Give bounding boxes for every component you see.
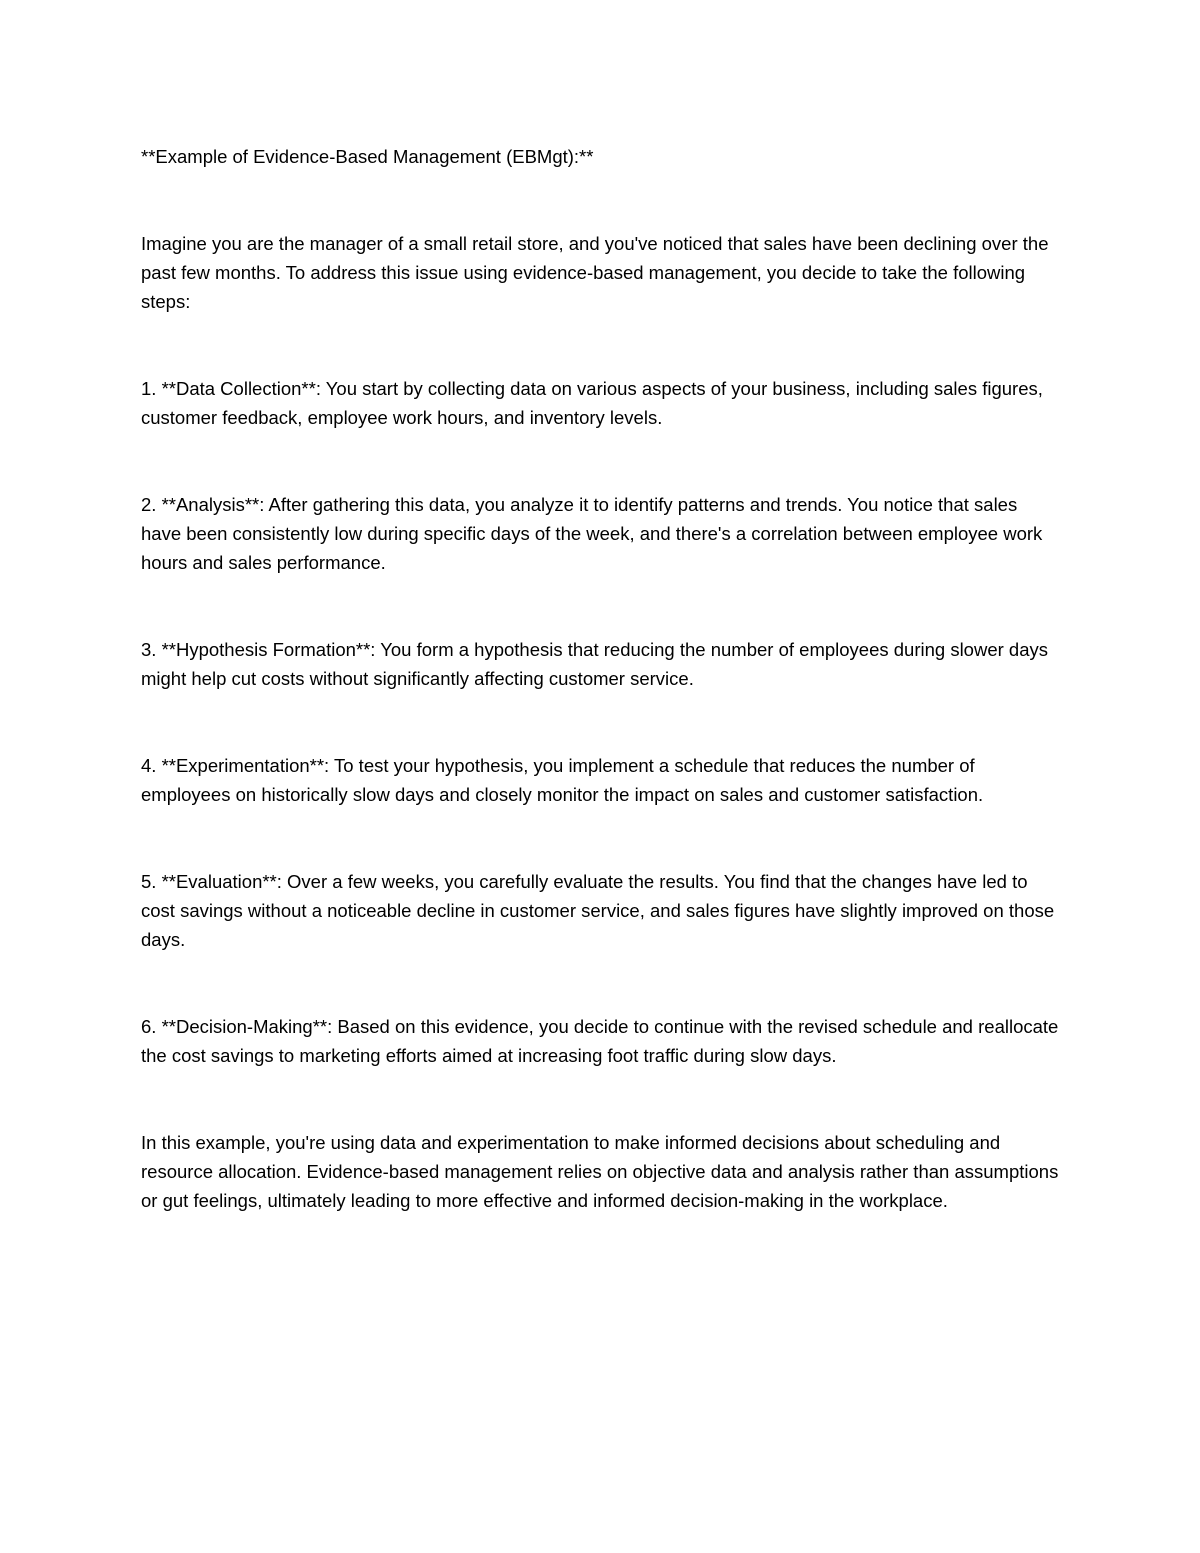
step-experimentation: 4. **Experimentation**: To test your hypothesis, you implement a schedule that reduces the number of employees on historically slow days and closely monitor the impact on sales and customer satisfaction. (141, 755, 984, 805)
document-title: **Example of Evidence-Based Management (EBMgt):** (141, 146, 594, 167)
conclusion-paragraph: In this example, you're using data and experimentation to make informed decisions about scheduling and resource allocation. Evidence-based management relies on objective data and analysis rather than assumptions or gut feelings, ultimately leading to more effective and informed decision-making in the workplace. (141, 1132, 1059, 1211)
step-evaluation: 5. **Evaluation**: Over a few weeks, you carefully evaluate the results. You find that the changes have led to cost savings without a noticeable decline in customer service, and sales figures have slightly improved on those days. (141, 871, 1055, 950)
step-analysis: 2. **Analysis**: After gathering this data, you analyze it to identify patterns and trends. You notice that sales have been consistently low during specific days of the week, and there's a correlation between employee work hours and sales performance. (141, 494, 1043, 573)
intro-paragraph: Imagine you are the manager of a small retail store, and you've noticed that sales have been declining over the past few months. To address this issue using evidence-based management, you decide to take the following steps: (141, 233, 1049, 312)
step-hypothesis-formation: 3. **Hypothesis Formation**: You form a hypothesis that reducing the number of employees during slower days might help cut costs without significantly affecting customer service. (141, 639, 1048, 689)
step-data-collection: 1. **Data Collection**: You start by collecting data on various aspects of your business, including sales figures, customer feedback, employee work hours, and inventory levels. (141, 378, 1043, 428)
step-decision-making: 6. **Decision-Making**: Based on this evidence, you decide to continue with the revised schedule and reallocate the cost savings to marketing efforts aimed at increasing foot traffic during slow days. (141, 1016, 1059, 1066)
